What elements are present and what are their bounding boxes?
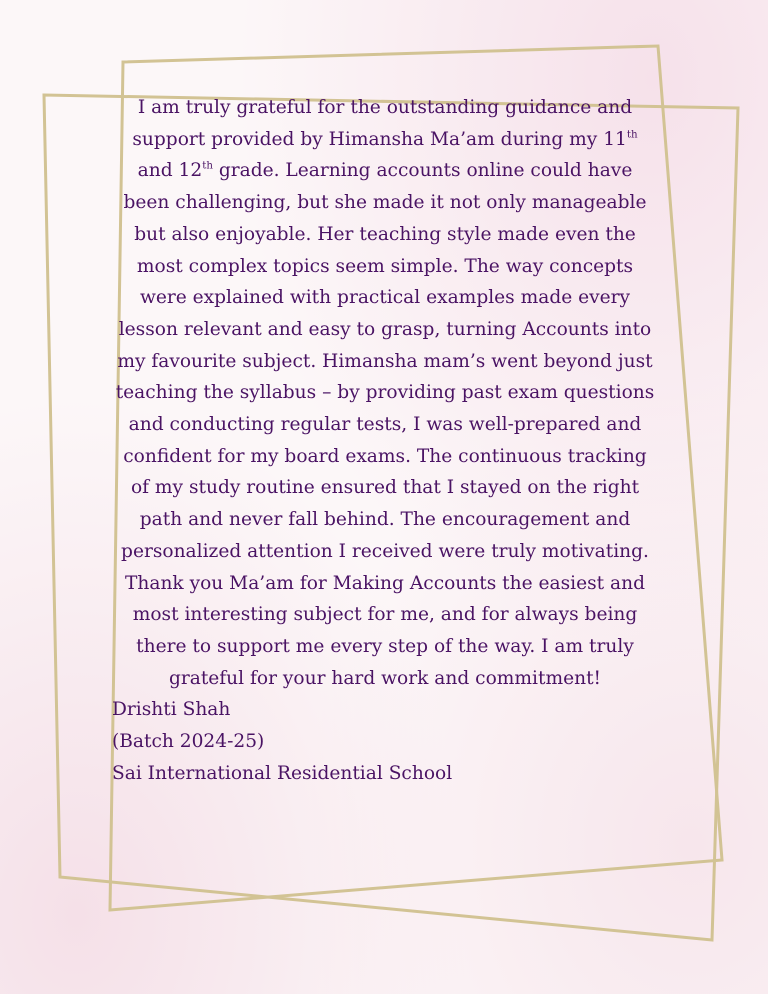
signature-school: Sai International Residential School bbox=[112, 762, 453, 784]
superscript-th-1: th bbox=[626, 129, 638, 141]
signature-name: Drishti Shah bbox=[112, 699, 231, 721]
paragraph-1-part-b: and 12 bbox=[137, 160, 203, 182]
paragraph-1-part-a: I am truly grateful for the outstanding guidance and support provided by Himansha Ma’am during my 11 bbox=[132, 97, 633, 150]
testimonial-letter bbox=[112, 92, 658, 789]
superscript-th-2: th bbox=[202, 160, 213, 172]
testimonial-paragraph-1 bbox=[112, 92, 658, 568]
signature-batch: (Batch 2024-25) bbox=[112, 731, 265, 753]
paragraph-1-part-c: grade. Learning accounts online could have been challenging, but she made it not only manageable but also enjoyable. Her teaching style made even the most complex topics seem simple. The way concepts were explained with practical examples made every lesson relevant and easy to grasp, turning Accounts into my favourite subject. Himansha mam’s went beyond just teaching the syllabus – by providing past exam questions and conducting regular tests, I was well-prepared and confident for my board exams. The continuous tracking of my study routine ensured that I stayed on the right path and never fall behind. The encouragement and personalized attention I received were truly motivating. bbox=[115, 160, 655, 562]
testimonial-paragraph-2: Thank you Ma’am for Making Accounts the easiest and most interesting subject for me, and for always being there to support me every step of the way. I am truly grateful for your hard work and commitment! bbox=[124, 572, 646, 689]
